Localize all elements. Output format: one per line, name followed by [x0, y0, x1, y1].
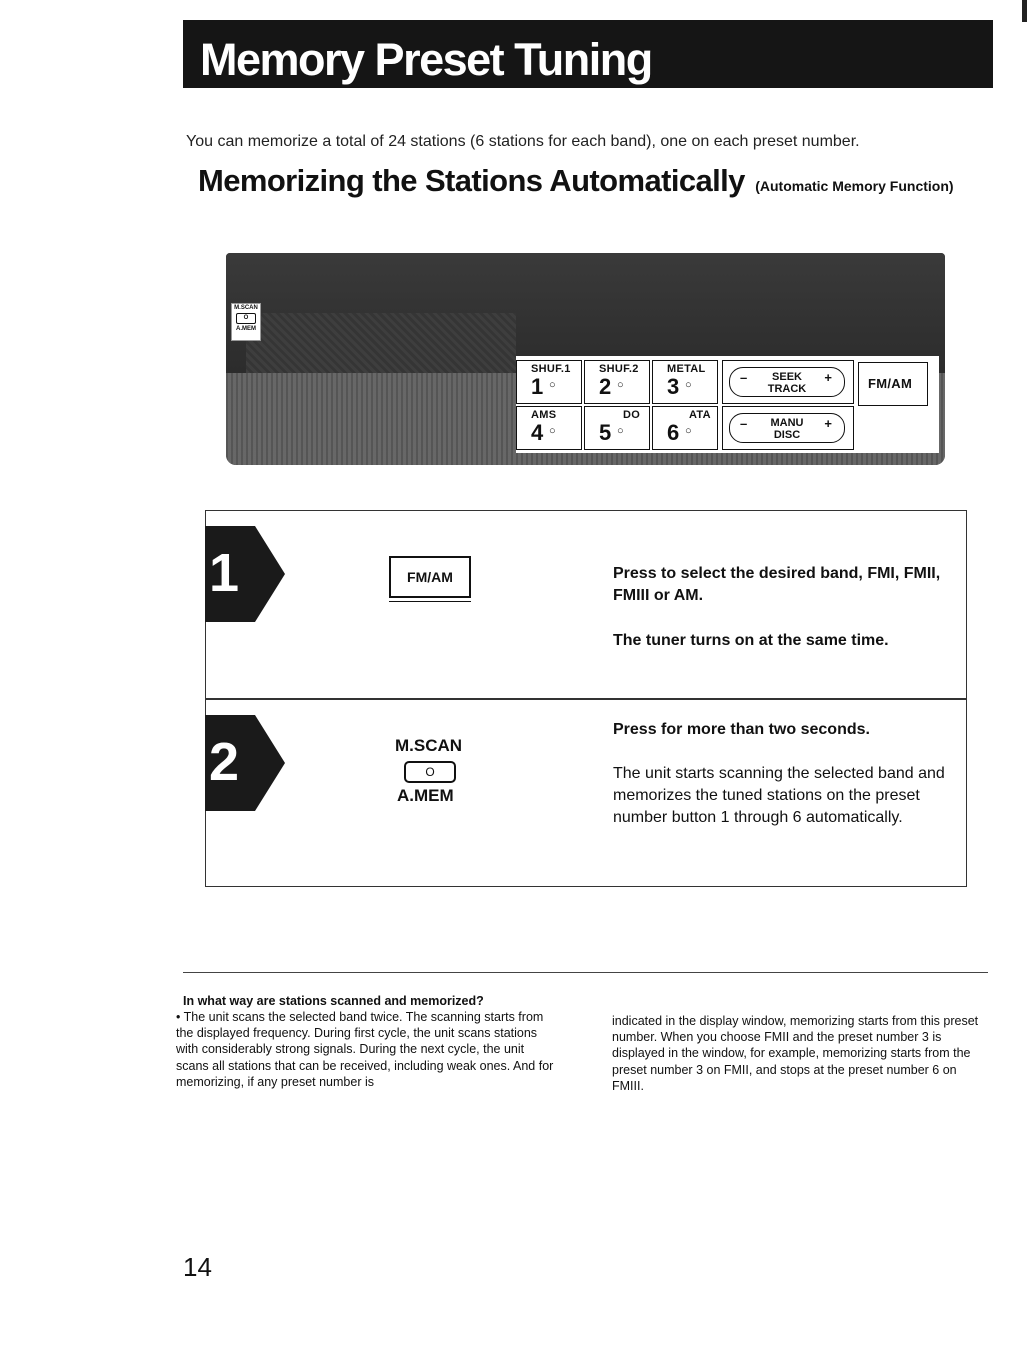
- key-label: DO: [623, 409, 641, 421]
- seek-track-oval: [729, 367, 845, 397]
- notes-rule: [183, 972, 988, 973]
- step-2-instruction: Press for more than two seconds.: [613, 721, 870, 738]
- manu-disc-rocker[interactable]: [722, 406, 854, 450]
- key-number: 3: [667, 374, 680, 399]
- step-2-badge: [205, 715, 287, 811]
- minus-sign: –: [740, 370, 748, 385]
- key-label: AMS: [531, 409, 557, 421]
- key-label: METAL: [667, 363, 706, 375]
- panel-texture: [246, 313, 516, 373]
- key-dot-icon: ○: [617, 425, 624, 437]
- key-number: 5: [599, 420, 612, 445]
- preset-key-4[interactable]: [516, 406, 582, 450]
- preset-key-5[interactable]: [584, 406, 650, 450]
- key-number: 2: [599, 374, 612, 399]
- mscan-amem-button[interactable]: [231, 303, 261, 341]
- key-number: 6: [667, 420, 680, 445]
- key-dot-icon: ○: [685, 425, 692, 437]
- page-title: Memory Preset Tuning: [200, 34, 652, 85]
- key-dot-icon: ○: [685, 379, 692, 391]
- preset-key-3[interactable]: [652, 360, 718, 404]
- notes-column-1: • The unit scans the selected band twice. The scanning starts from the displayed frequency. During first cycle, the unit scans stations with considerably strong signals. During the next cycle, the unit scans all stations that can be received, including weak ones. And for memorizing, if any preset number is: [176, 1010, 554, 1089]
- manu-label: MANU: [770, 417, 804, 429]
- section-title: Memorizing the Stations Automatically: [198, 163, 745, 198]
- plus-sign: +: [824, 416, 832, 431]
- mscan-symbol: O: [236, 313, 256, 324]
- disc-label: DISC: [773, 429, 801, 441]
- badge-arrow: [255, 715, 285, 811]
- manu-disc-oval: [729, 413, 845, 443]
- section-subtitle: (Automatic Memory Function): [755, 178, 954, 194]
- minus-sign: –: [740, 416, 748, 431]
- step-1-badge: [205, 526, 287, 622]
- intro-text: You can memorize a total of 24 stations (6 stations for each band), one on each preset number.: [186, 133, 860, 150]
- title-banner: [183, 20, 993, 88]
- key-label: ATA: [689, 409, 711, 421]
- steps-divider: [205, 698, 967, 700]
- key-number: 4: [531, 420, 544, 445]
- key-label: SHUF.1: [531, 363, 571, 375]
- key-dot-icon: ○: [549, 379, 556, 391]
- page-edge-mark: [1022, 0, 1027, 22]
- seek-label: SEEK: [772, 371, 802, 383]
- key-label: SHUF.2: [599, 363, 639, 375]
- preset-key-2[interactable]: [584, 360, 650, 404]
- fmam-label: FM/AM: [868, 376, 913, 391]
- step-2-description: The unit starts scanning the selected band and memorizes the tuned stations on the preset number button 1 through 6 automatically.: [613, 765, 945, 826]
- step-2-amem-label: A.MEM: [397, 786, 454, 805]
- step-1-instruction: Press to select the desired band, FMI, FMII, FMIII or AM.: [613, 565, 941, 604]
- preset-key-6[interactable]: [652, 406, 718, 450]
- notes-heading: In what way are stations scanned and memorized?: [183, 994, 484, 1008]
- track-label: TRACK: [767, 383, 807, 395]
- badge-arrow: [255, 526, 285, 622]
- key-dot-icon: ○: [549, 425, 556, 437]
- step-number: 2: [209, 732, 240, 792]
- step-2-mscan-button[interactable]: O: [404, 761, 456, 783]
- page-number: 14: [183, 1252, 212, 1282]
- amem-label: A.MEM: [236, 326, 256, 332]
- key-number: 1: [531, 374, 544, 399]
- step-1-fmam-button[interactable]: FM/AM: [389, 556, 471, 598]
- notes-column-2: indicated in the display window, memorizing starts from this preset number. When you choose FMII and the preset number 3 is displayed in the window, for example, memorizing starts from the preset number 3 on FMII, and stops at the preset number 6 on FMIII.: [612, 1014, 979, 1093]
- mscan-label: M.SCAN: [234, 305, 258, 311]
- key-dot-icon: ○: [617, 379, 624, 391]
- panel-fmam-button[interactable]: [858, 362, 928, 406]
- seek-track-rocker[interactable]: [722, 360, 854, 404]
- step-1-note: The tuner turns on at the same time.: [613, 632, 889, 649]
- step-2-mscan-label: M.SCAN: [395, 736, 463, 755]
- section-heading: [198, 163, 954, 199]
- plus-sign: +: [824, 370, 832, 385]
- step-number: 1: [209, 543, 240, 603]
- preset-key-1[interactable]: [516, 360, 582, 404]
